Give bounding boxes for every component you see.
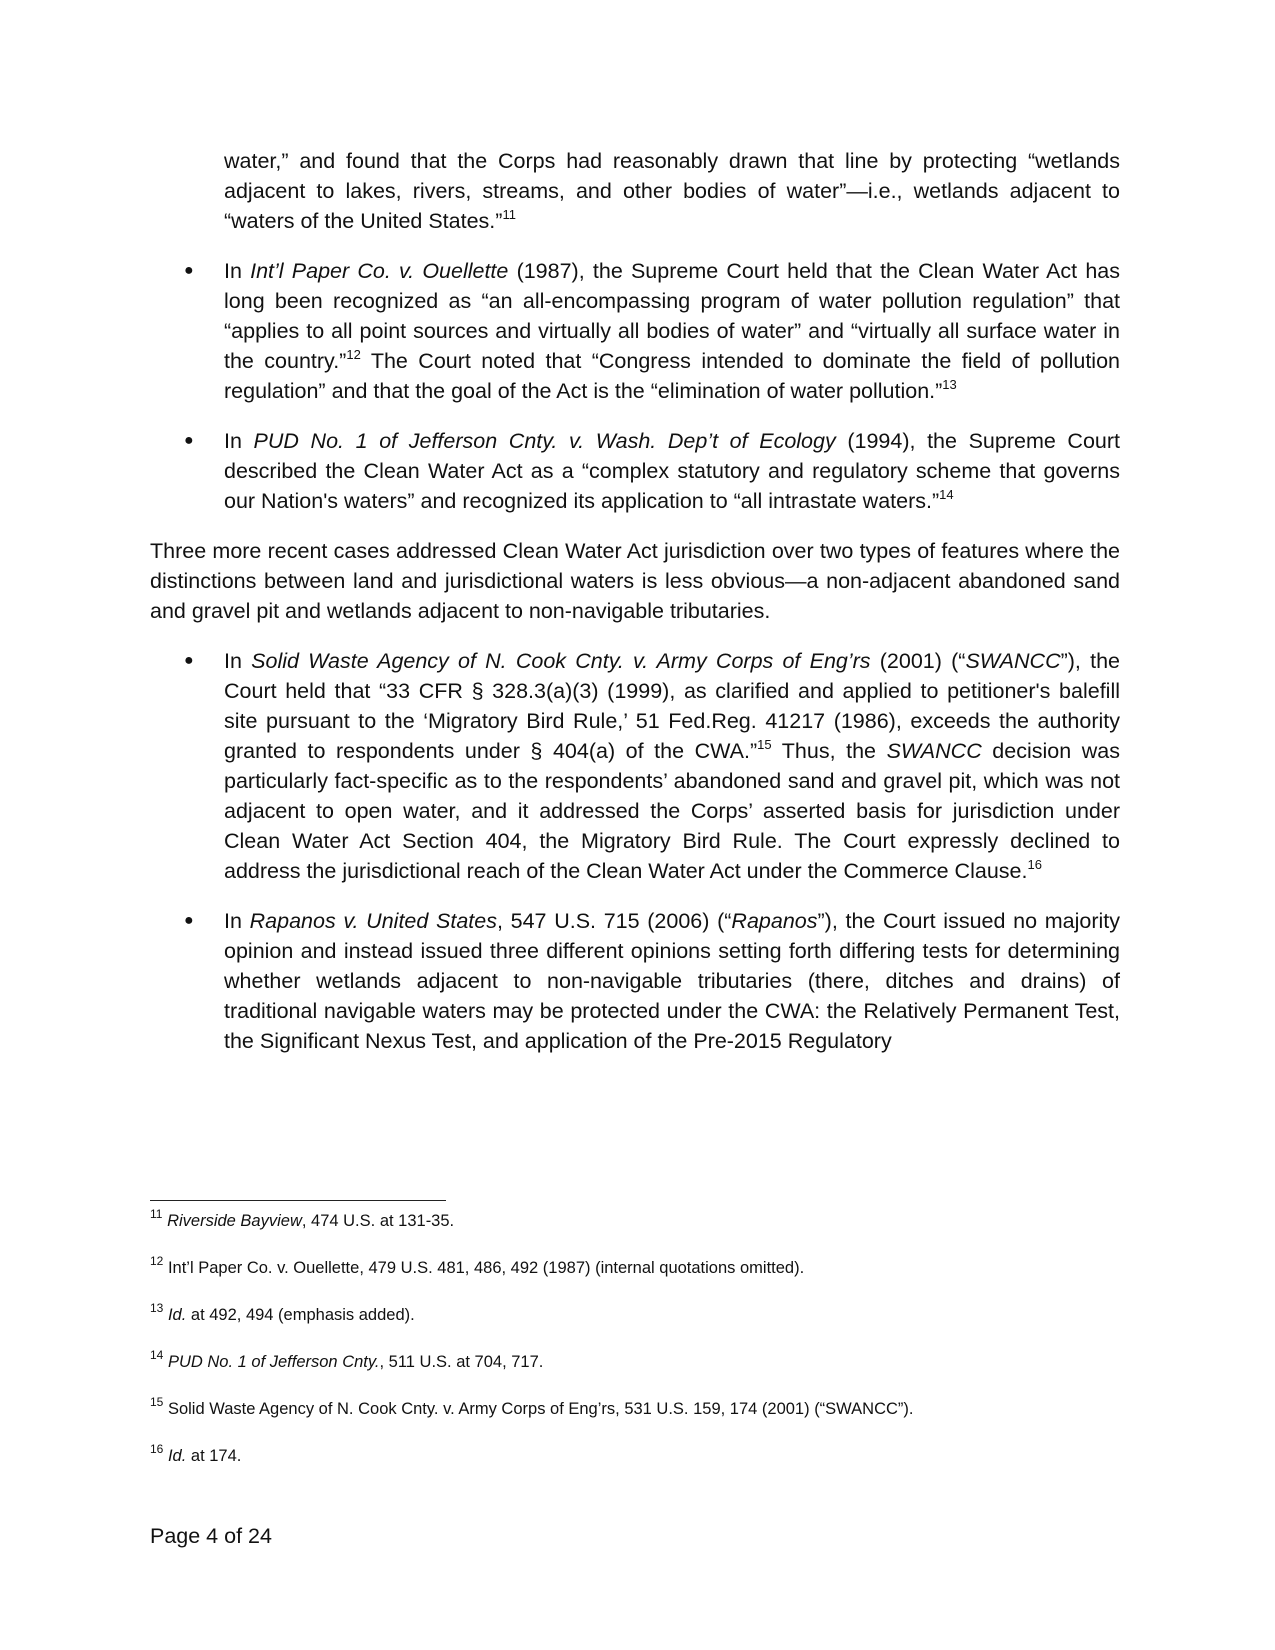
bullet-icon: ●	[184, 262, 194, 279]
case-name: Rapanos v. United States	[249, 909, 497, 933]
text-run: decision was particularly fact-specific as to the respondents’ abandoned sand and gravel pit, which was not adjacent to open water, and it addressed the Corps’ asserted basis for jurisdiction under Clean Water Act Section 404, the Migratory Bird Rule. The Court expressly declined to address the jurisdictional reach of the Clean Water Act under the Commerce Clause.	[224, 739, 1120, 883]
footnote	[150, 1441, 1120, 1491]
footnote	[150, 1300, 1120, 1350]
footnote-ref[interactable]: 15	[757, 736, 772, 752]
footnote	[150, 1347, 1120, 1397]
footnote-ref[interactable]: 12	[346, 346, 361, 362]
text-run: ”), the Court held that “33 CFR § 328.3(a)(3) (1999), as clarified and applied to petitioner's balefill site pursuant to the ‘Migratory Bird Rule,’ 51 Fed.Reg. 41217 (1986), exceeds the authority granted to respondents under § 404(a) of the CWA.”	[224, 649, 1120, 763]
footnote-number: 12	[150, 1253, 164, 1268]
continued-paragraph	[150, 146, 1120, 236]
case-name: PUD No. 1 of Jefferson Cnty. v. Wash. Dep’t of Ecology	[253, 429, 836, 453]
footnote-citation: Id.	[167, 1447, 187, 1465]
footnote-ref[interactable]: 13	[942, 376, 957, 392]
footnote-citation: Id.	[167, 1306, 187, 1324]
text-run: In	[224, 259, 251, 283]
text-run: In	[224, 429, 254, 453]
bullet-icon: ●	[184, 912, 194, 929]
footnote-citation: PUD No. 1 of Jefferson Cnty.	[167, 1353, 380, 1371]
footnote-text: Solid Waste Agency of N. Cook Cnty. v. Army Corps of Eng’rs, 531 U.S. 159, 174 (2001) (“SWANCC”).	[167, 1400, 914, 1418]
footnote-citation: Riverside Bayview	[167, 1212, 302, 1230]
footnote-text: Int’l Paper Co. v. Ouellette, 479 U.S. 481, 486, 492 (1987) (internal quotations omitted).	[167, 1259, 805, 1277]
text-run: Thus, the	[771, 739, 887, 763]
case-list-2	[150, 646, 1120, 1056]
case-name: Int’l Paper Co. v. Ouellette	[250, 259, 509, 283]
body-text	[150, 146, 1120, 1076]
footnote-text: at 492, 494 (emphasis added).	[186, 1306, 415, 1324]
footnotes	[150, 1206, 1120, 1491]
footnote-divider	[150, 1200, 446, 1201]
footnote	[150, 1394, 1120, 1444]
text-run: (1987), the Supreme Court held that the Clean Water Act has long been recognized as “an all-encompassing program of water pollution regulation” that “applies to all point sources and virtually all bodies of water” and “virtually all surface water in the country.”	[224, 259, 1120, 373]
footnote-text: , 474 U.S. at 131-35.	[301, 1212, 455, 1230]
page-number: Page 4 of 24	[150, 1524, 272, 1548]
footnote	[150, 1206, 1120, 1256]
case-list-1	[150, 256, 1120, 516]
footnote-number: 11	[150, 1206, 163, 1221]
list-item-rapanos	[150, 906, 1120, 1056]
text-run: water,” and found that the Corps had reasonably drawn that line by protecting “wetlands adjacent to lakes, rivers, streams, and other bodies of water”—i.e., wetlands adjacent to “waters of the United States.”	[224, 149, 1120, 233]
case-short-name: SWANCC	[965, 649, 1061, 673]
footnote-ref[interactable]: 16	[1027, 856, 1042, 872]
text-run: ”), the Court issued no majority opinion and instead issued three different opinions setting forth differing tests for determining whether wetlands adjacent to non-navigable tributaries (there, ditches and drains) of traditional navigable waters may be protected under the CWA: the Relatively Permanent Test, the Significant Nexus Test, and application of the Pre-2015 Regulatory	[224, 909, 1121, 1053]
footnote-ref[interactable]: 11	[502, 206, 516, 222]
case-short-name: Rapanos	[731, 909, 818, 933]
text-run: , 547 U.S. 715 (2006) (“	[496, 909, 732, 933]
text-run: (1994), the Supreme Court described the Clean Water Act as a “complex statutory and regulatory scheme that governs our Nation's waters” and recognized its application to “all intrastate waters.”	[224, 429, 1120, 513]
text-run: The Court noted that “Congress intended to dominate the field of pollution regulation” and that the goal of the Act is the “elimination of water pollution.”	[224, 349, 1120, 403]
paragraph: Three more recent cases addressed Clean Water Act jurisdiction over two types of features where the distinctions between land and jurisdictional waters is less obvious—a non-adjacent abandoned sand and gravel pit and wetlands adjacent to non-navigable tributaries.	[150, 539, 1120, 623]
footnote-number: 16	[150, 1441, 164, 1456]
case-short-name: SWANCC	[886, 739, 982, 763]
footnote-number: 14	[150, 1347, 164, 1362]
list-item-ouellette	[150, 256, 1120, 406]
bullet-icon: ●	[184, 432, 194, 449]
footnote-text: , 511 U.S. at 704, 717.	[379, 1353, 544, 1371]
case-name: Solid Waste Agency of N. Cook Cnty. v. Army Corps of Eng’rs	[251, 649, 871, 673]
footnote-text: at 174.	[186, 1447, 242, 1465]
text-run: In	[224, 909, 250, 933]
footnote-number: 15	[150, 1394, 164, 1409]
footnote-number: 13	[150, 1300, 164, 1315]
bullet-icon: ●	[184, 652, 194, 669]
text-run: (2001) (“	[870, 649, 966, 673]
footnote-ref[interactable]: 14	[939, 486, 954, 502]
text-run: In	[224, 649, 252, 673]
footnote	[150, 1253, 1120, 1303]
list-item-pud	[150, 426, 1120, 516]
list-item-swancc	[150, 646, 1120, 886]
